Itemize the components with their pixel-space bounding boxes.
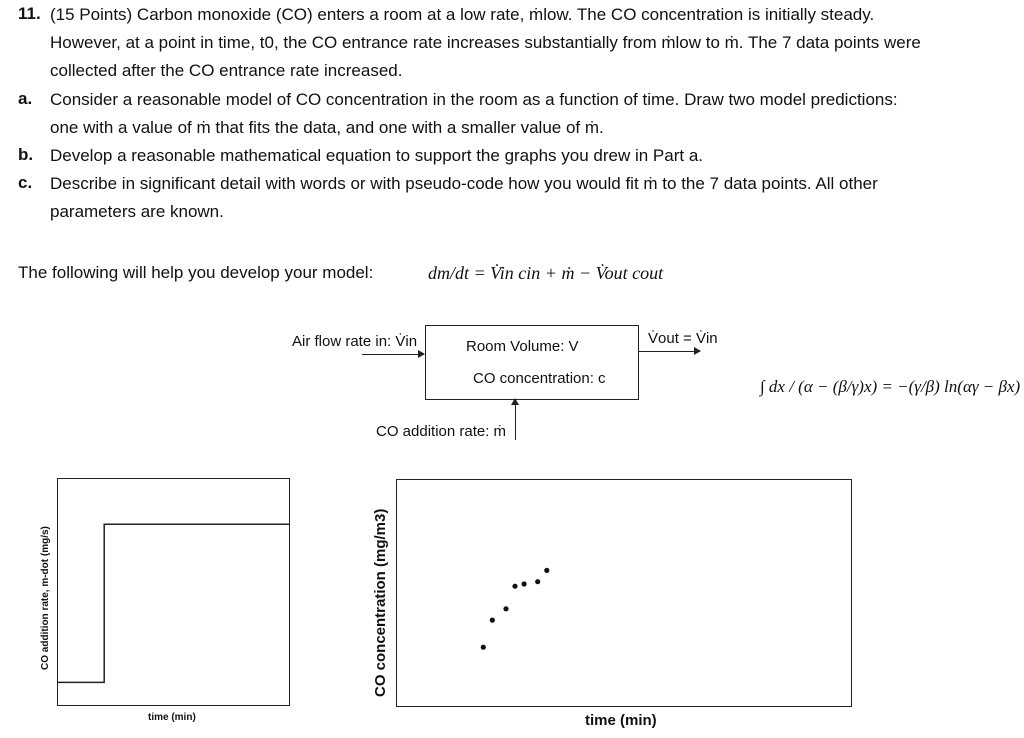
addition-rate-plot xyxy=(57,478,290,706)
air-out-label: V̇out = V̇in xyxy=(648,330,718,347)
part-a-line-1: Consider a reasonable model of CO concentration in the room as a function of time. Draw two model predictions: xyxy=(50,90,898,109)
data-point xyxy=(512,584,517,589)
data-point xyxy=(481,645,486,650)
part-b-line-1: Develop a reasonable mathematical equation to support the graphs you drew in Part a. xyxy=(50,146,704,165)
problem-line-2: However, at a point in time, t0, the CO entrance rate increases substantially from ṁlow to ṁ. The 7 data points were xyxy=(50,33,921,52)
concentration-plot xyxy=(396,479,852,707)
part-a-line-2: one with a value of ṁ that fits the data, and one with a smaller value of ṁ. xyxy=(50,118,604,137)
air-out-arrowhead xyxy=(694,347,701,355)
addition-rate-ylabel: CO addition rate, m-dot (mg/s) xyxy=(40,526,51,670)
problem-line-3: collected after the CO entrance rate increased. xyxy=(50,61,403,80)
data-point xyxy=(490,618,495,623)
problem-line-1: (15 Points) Carbon monoxide (CO) enters a room at a low rate, ṁlow. The CO concentration is initially steady. xyxy=(50,5,875,24)
part-b-label: b. xyxy=(18,145,34,164)
part-c-line-1: Describe in significant detail with words or with pseudo-code how you would fit ṁ to the 7 data points. All other xyxy=(50,174,878,193)
helper-intro: The following will help you develop your model: xyxy=(18,263,374,282)
concentration-chart xyxy=(397,480,851,706)
air-in-arrow xyxy=(362,354,424,355)
data-point xyxy=(503,606,508,611)
room-box xyxy=(425,325,639,400)
co-concentration-label: CO concentration: c xyxy=(473,370,606,387)
concentration-ylabel: CO concentration (mg/m3) xyxy=(372,508,389,697)
room-volume-label: Room Volume: V xyxy=(466,338,579,355)
part-c-label: c. xyxy=(18,173,33,192)
problem-number: 11. xyxy=(18,4,41,23)
addition-rate-xlabel: time (min) xyxy=(148,712,196,723)
part-c-line-2: parameters are known. xyxy=(50,202,224,221)
co-addition-arrow xyxy=(515,400,516,440)
data-point xyxy=(535,579,540,584)
data-point xyxy=(522,581,527,586)
addition-rate-chart xyxy=(58,479,289,705)
concentration-xlabel: time (min) xyxy=(585,712,657,729)
helper-equation: dm/dt = V̇in cin + ṁ − V̇out cout xyxy=(428,263,664,283)
co-addition-label: CO addition rate: ṁ xyxy=(376,423,507,440)
air-in-arrowhead xyxy=(418,350,425,358)
co-addition-arrowhead xyxy=(511,398,519,405)
part-a-label: a. xyxy=(18,89,33,108)
data-point xyxy=(544,568,549,573)
air-flow-in-label: Air flow rate in: V̇in xyxy=(292,333,418,350)
air-out-arrow xyxy=(638,351,700,352)
addition-rate-line xyxy=(58,524,289,682)
integral-identity: ∫ dx / (α − (β/γ)x) = −(γ/β) ln(αγ − βx) xyxy=(760,377,1021,396)
